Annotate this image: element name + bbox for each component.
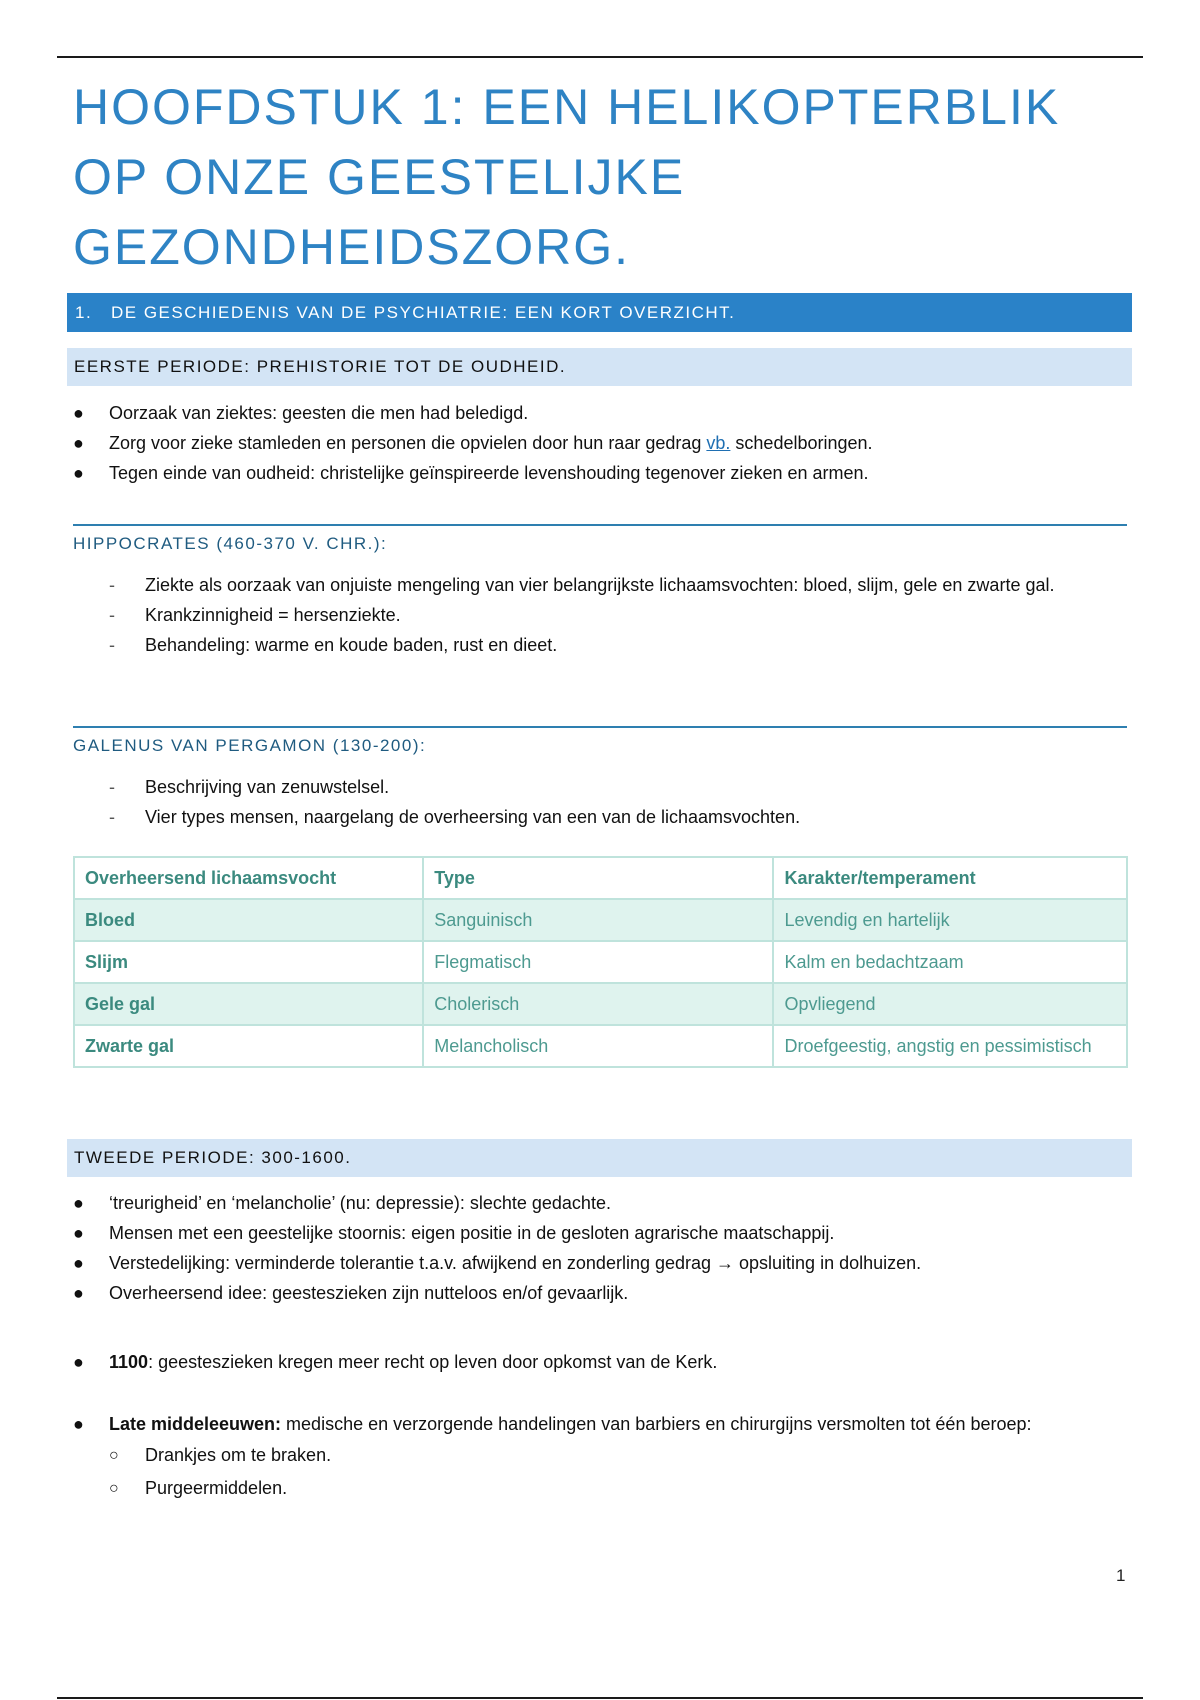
table-cell: Levendig en hartelijk [773,899,1127,941]
list-item: - Beschrijving van zenuwstelsel. [73,772,1133,802]
list-item: ● Mensen met een geestelijke stoornis: eigen positie in de gesloten agrarische maatschappij. [73,1218,1133,1248]
section-number: 1. [75,303,93,322]
circle-bullet-icon: ○ [109,1447,119,1464]
period2-list-late [73,1409,1133,1505]
list-item: ● ‘treurigheid’ en ‘melancholie’ (nu: depressie): slechte gedachte. [73,1188,1133,1218]
bullet-icon: ● [73,1223,84,1243]
section-label: DE GESCHIEDENIS VAN DE PSYCHIATRIE: EEN KORT OVERZICHT. [111,303,736,322]
chapter-title: HOOFDSTUK 1: EEN HELIKOPTERBLIK OP ONZE GEESTELIJKE GEZONDHEIDSZORG. [73,79,1061,275]
dash-icon: - [109,777,115,797]
table-header-cell: Overheersend lichaamsvocht [74,857,423,899]
divider [73,524,1127,526]
circle-bullet-icon: ○ [109,1480,119,1497]
bullet-icon: ● [73,403,84,423]
table-cell: Opvliegend [773,983,1127,1025]
table-row [74,899,1127,941]
list-item: - Krankzinnigheid = hersenziekte. [73,600,1133,630]
bullet-icon: ● [73,1193,84,1213]
bullet-icon: ● [73,1414,84,1434]
list-item: ● Oorzaak van ziektes: geesten die men had beledigd. [73,398,1133,428]
period2-list-1100 [73,1347,1133,1377]
dash-icon: - [109,635,115,655]
galenus-heading: GALENUS VAN PERGAMON (130-200): [73,736,427,755]
period1-list [73,398,1133,488]
bullet-icon: ● [73,1253,84,1273]
table-cell: Kalm en bedachtzaam [773,941,1127,983]
sublist [109,1439,1133,1505]
bullet-icon: ● [73,1283,84,1303]
dash-icon: - [109,605,115,625]
bullet-icon: ● [73,1352,84,1372]
table-cell: Cholerisch [423,983,773,1025]
hippocrates-list [73,570,1133,660]
bullet-icon: ● [73,463,84,483]
period2-list [73,1188,1133,1308]
table-cell: Flegmatisch [423,941,773,983]
table-header-row [74,857,1127,899]
hippocrates-heading: HIPPOCRATES (460-370 V. CHR.): [73,534,388,553]
list-item: ● 1100: geesteszieken kregen meer recht op leven door opkomst van de Kerk. [73,1347,1133,1377]
dash-icon: - [109,807,115,827]
bullet-icon: ● [73,433,84,453]
sublist-item: ○ Drankjes om te braken. [109,1439,1133,1472]
dash-icon: - [109,575,115,595]
page-number: 1 [1116,1566,1126,1585]
list-item: ● Late middeleeuwen: medische en verzorgende handelingen van barbiers en chirurgijns versmolten tot één beroep: ○ Drankjes om te braken. ○ Purgeermiddelen. [73,1409,1133,1505]
list-item: ● Overheersend idee: geesteszieken zijn nutteloos en/of gevaarlijk. [73,1278,1133,1308]
table-header-cell: Type [423,857,773,899]
period1-heading: EERSTE PERIODE: PREHISTORIE TOT DE OUDHEID. [67,348,1132,386]
list-item: ● Verstedelijking: verminderde tolerantie t.a.v. afwijkend en zonderling gedrag → opsluiting in dolhuizen. [73,1248,1133,1278]
list-item: - Behandeling: warme en koude baden, rust en dieet. [73,630,1133,660]
table-cell: Gele gal [74,983,423,1025]
list-item: ● Zorg voor zieke stamleden en personen die opvielen door hun raar gedrag vb. schedelboringen. [73,428,1133,458]
table-row [74,983,1127,1025]
bottom-rule [57,1697,1143,1699]
table-row [74,1025,1127,1067]
sublist-item: ○ Purgeermiddelen. [109,1472,1133,1505]
table-cell: Sanguinisch [423,899,773,941]
galenus-list [73,772,1133,832]
period2-heading: TWEEDE PERIODE: 300-1600. [67,1139,1132,1177]
vb-link[interactable]: vb. [706,433,731,453]
table-cell: Bloed [74,899,423,941]
table-cell: Droefgeestig, angstig en pessimistisch [773,1025,1127,1067]
table-cell: Melancholisch [423,1025,773,1067]
table-row [74,941,1127,983]
table-header-cell: Karakter/temperament [773,857,1127,899]
top-rule [57,56,1143,58]
list-item: - Vier types mensen, naargelang de overheersing van een van de lichaamsvochten. [73,802,1133,832]
table-cell: Slijm [74,941,423,983]
list-item: - Ziekte als oorzaak van onjuiste mengeling van vier belangrijkste lichaamsvochten: bloed, slijm, gele en zwarte gal. [73,570,1133,600]
section-heading-1 [67,293,1132,332]
list-item: ● Tegen einde van oudheid: christelijke geïnspireerde levenshouding tegenover zieken en armen. [73,458,1133,488]
humors-table [73,856,1128,1068]
divider [73,726,1127,728]
table-cell: Zwarte gal [74,1025,423,1067]
